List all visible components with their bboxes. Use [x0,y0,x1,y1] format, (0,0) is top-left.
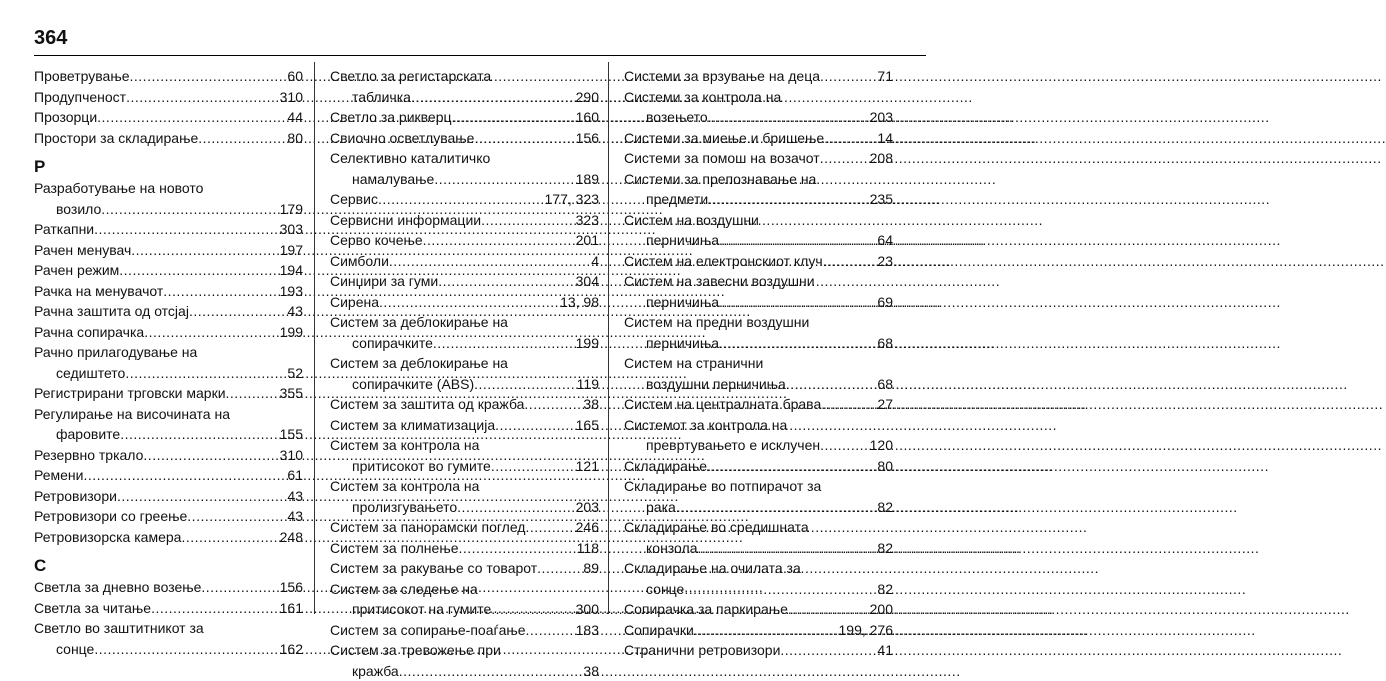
index-entry [330,189,599,210]
index-entry-pages: 201 [575,230,599,251]
index-entry-title: Складирање во средишната [624,517,893,538]
index-entry-title: Системот за контрола на [624,415,893,436]
index-entry-label: Сервис [330,189,378,210]
index-entry-label: Систем за ракување со товарот [330,558,537,579]
index-entry [34,465,303,486]
index-entry [34,486,303,507]
leader-dots [495,415,575,436]
leader-dots [474,374,576,395]
index-entry-title: Системи за контрола на [624,87,893,108]
index-entry-label: Системи за помош на возачот [624,148,820,169]
index-entry-label: Систем на електронскиот клуч [624,251,823,272]
index-entry-label: кражба [352,661,399,681]
index-entry-pages: 52 [286,363,303,384]
index-entry-title: Светло во заштитникот за [34,618,303,639]
leader-dots [786,374,877,395]
index-entry-title: Регулирање на височината на [34,404,303,425]
leader-dots [187,506,286,527]
index-entry-pages: 179 [279,199,303,220]
index-entry [34,639,303,660]
index-entry-title: Систем на предни воздушни [624,312,893,333]
index-entry-label: Систем за панорамски поглед [330,517,525,538]
index-entry [34,577,303,598]
index-entry [330,661,599,681]
index-entry-title: Складирање на очилата за [624,558,893,579]
index-entry-label: фаровите [56,424,120,445]
leader-dots [189,301,286,322]
leader-dots [719,333,876,354]
index-entry-label: Раткапни [34,219,94,240]
index-entry [330,497,599,518]
index-entry-pages: 156 [279,577,303,598]
index-entry-pages: 160 [575,107,599,128]
index-entry [34,219,303,240]
index-entry-label: Сервисни информации [330,210,481,231]
index-entry [34,128,303,149]
index-entry-pages: 14 [876,128,893,149]
leader-dots [120,424,278,445]
leader-dots [101,199,278,220]
leader-dots [119,260,278,281]
index-entry [330,128,599,149]
index-entry-label: Странични ретровизори [624,640,780,661]
index-entry [330,107,599,128]
index-entry-label: Светло за рикверц [330,107,452,128]
index-entry [624,599,893,620]
leader-dots [459,538,576,559]
leader-dots [433,333,575,354]
leader-dots [181,527,278,548]
index-entry [624,333,893,354]
index-entry-pages: 121 [575,456,599,477]
leader-dots [399,661,583,681]
leader-dots [491,456,575,477]
index-entry-label: Сирена [330,292,379,313]
index-entry-label: сонце [56,639,94,660]
index-entry [624,189,893,210]
index-entry-pages: 4 [590,251,599,272]
index-entry-pages: 203 [869,107,893,128]
index-entry-label: Ретровизори со греење [34,506,187,527]
index-entry-label: Рачен менувач [34,240,131,261]
leader-dots [708,189,868,210]
index-entry [624,148,893,169]
index-entry [330,333,599,354]
leader-dots [719,230,876,251]
index-entry-pages: 27 [876,394,893,415]
index-entry-label: Системи за врзување на деца [624,66,820,87]
index-entry-pages: 64 [876,230,893,251]
index-entry [624,66,893,87]
index-entry-label: Систем за климатизација [330,415,495,436]
leader-dots [144,322,278,343]
index-entry-pages: 43 [286,506,303,527]
index-entry-pages: 177, 323 [544,189,600,210]
index-entry-label: Складирање [624,456,707,477]
leader-dots [780,640,876,661]
leader-dots [411,87,575,108]
index-entry-pages: 43 [286,301,303,322]
index-entry [34,87,303,108]
index-entry [34,322,303,343]
index-entry-label: сопирачките (ABS) [352,374,474,395]
index-entry-pages: 89 [582,558,599,579]
index-entry-pages: 208 [869,148,893,169]
index-entry-label: Сопирачки [624,620,694,641]
leader-dots [524,394,582,415]
leader-dots [198,128,286,149]
index-entry-pages: 82 [876,497,893,518]
index-entry-pages: 38 [582,394,599,415]
index-entry [624,251,893,272]
leader-dots [125,363,286,384]
index-entry-label: намалување [352,169,434,190]
leader-dots [474,128,574,149]
index-entry [330,210,599,231]
index-entry-title: Систем за следење на [330,579,599,600]
leader-dots [130,66,287,87]
index-entry [34,527,303,548]
index-entry [34,240,303,261]
index-entry [34,107,303,128]
index-entry [624,456,893,477]
section-letter: С [34,555,303,577]
index-entry-label: Проветрување [34,66,130,87]
index-entry-pages: 235 [869,189,893,210]
index-entry-label: седиштето [56,363,125,384]
index-entry-pages: 120 [869,435,893,456]
index-entry-pages: 161 [279,598,303,619]
leader-dots [526,620,575,641]
index-entry-label: Систем за полнење [330,538,459,559]
index-entry-label: Прозорци [34,107,97,128]
index-entry-title: Систем на странични [624,353,893,374]
index-entry [330,620,599,641]
index-entry-pages: 300 [575,599,599,620]
index-entry-label: Рачна заштита од отсјај [34,301,189,322]
index-entry-title: Систем за деблокирање на [330,353,599,374]
index-entry [330,415,599,436]
index-entry-pages: 80 [876,456,893,477]
index-entry [624,579,893,600]
index-entry-label: перничиња [646,292,719,313]
index-entry-pages: 193 [279,281,303,302]
column-divider [608,62,609,614]
index-entry [330,517,599,538]
leader-dots [143,445,278,466]
section-letter: Р [34,156,303,178]
index-entry-label: Систем за сопирање-поаѓање [330,620,526,641]
leader-dots [707,456,876,477]
index-entry-pages: 248 [279,527,303,548]
index-entry-label: перничиња [646,333,719,354]
index-entry [34,301,303,322]
index-entry-pages: 199 [575,333,599,354]
index-entry-title: Систем за контрола на [330,476,599,497]
leader-dots [423,230,575,251]
index-entry-pages: 323 [575,210,599,231]
index-entry-pages: 199, 276 [838,620,894,641]
index-entry-label: Симболи [330,251,389,272]
leader-dots [97,107,286,128]
index-entry [330,394,599,415]
index-entry-pages: 303 [279,219,303,240]
index-entry-pages: 68 [876,333,893,354]
index-entry [624,640,893,661]
index-entry-pages: 118 [576,538,599,559]
index-entry [34,199,303,220]
index-entry [330,271,599,292]
index-entry-label: притисокот на гумите [352,599,491,620]
index-entry-label: Регистрирани трговски марки [34,383,226,404]
index-entry-pages: 156 [575,128,599,149]
index-entry [624,497,893,518]
index-entry [330,87,599,108]
leader-dots [94,639,278,660]
leader-dots [820,66,876,87]
index-entry-label: Систем на централната брава [624,394,821,415]
index-entry-label: Простори за складирање [34,128,198,149]
leader-dots [676,497,877,518]
index-entry-pages: 310 [279,445,303,466]
index-entry-pages: 23 [876,251,893,272]
leader-dots [824,128,876,149]
index-entry-label: притисокот во гумите [352,456,491,477]
index-entry-pages: 290 [575,87,599,108]
index-entry [34,598,303,619]
index-entry-label: Системи за миење и бришење [624,128,824,149]
index-entry-title: Систем за тревожење при [330,640,599,661]
leader-dots [226,383,279,404]
index-entry [624,394,893,415]
leader-dots [481,210,575,231]
index-entry [34,260,303,281]
index-entry-pages: 13, 98 [559,292,599,313]
leader-dots [820,148,869,169]
leader-dots [694,620,838,641]
index-entry-label: конзола [646,538,698,559]
leader-dots [438,271,574,292]
leader-dots [126,87,279,108]
index-entry-label: перничиња [646,230,719,251]
index-entry-label: Рачен режим [34,260,119,281]
index-entry-pages: 246 [575,517,599,538]
index-entry-title: Селективно каталитичко [330,148,599,169]
index-entry-title: Рачно прилагодување на [34,342,303,363]
leader-dots [201,577,278,598]
index-entry-pages: 199 [279,322,303,343]
index-entry-pages: 183 [575,620,599,641]
index-entry-label: воздушни перничиња [646,374,786,395]
index-entry-pages: 194 [279,260,303,281]
index-entry-pages: 38 [582,661,599,681]
index-entry-label: Систем за заштита од кражба [330,394,524,415]
index-entry-pages: 119 [576,374,599,395]
index-entry [624,128,893,149]
index-entry-pages: 60 [286,66,303,87]
leader-dots [684,579,876,600]
index-entry-title: Складирање во потпирачот за [624,476,893,497]
index-entry-pages: 203 [575,497,599,518]
index-entry-pages: 310 [279,87,303,108]
leader-dots [708,107,869,128]
index-entry [34,424,303,445]
header-rule [34,55,926,56]
index-entry [330,456,599,477]
index-entry [330,251,599,272]
index-entry [330,538,599,559]
leader-dots [83,465,286,486]
index-entry [624,435,893,456]
index-entry-label: Ретровизори [34,486,117,507]
leader-dots [525,517,574,538]
index-entry [34,66,303,87]
index-entry-pages: 165 [575,415,599,436]
index-entry [330,230,599,251]
index-entry-label: Рачна сопирачка [34,322,144,343]
index-column-3 [624,66,893,661]
leader-dots [163,281,278,302]
leader-dots [151,598,279,619]
index-entry-label: табличка [352,87,411,108]
index-entry-title: Разработување на новото [34,178,303,199]
index-entry-pages: 155 [279,424,303,445]
leader-dots [389,251,590,272]
index-entry [624,292,893,313]
index-entry-label: сопирачките [352,333,433,354]
leader-dots [821,394,876,415]
leader-dots [698,538,877,559]
index-entry-label: Резервно тркало [34,445,143,466]
index-entry-pages: 44 [286,107,303,128]
index-entry-label: Светла за дневно возење [34,577,201,598]
index-entry-pages: 162 [279,639,303,660]
index-entry-label: Продупченост [34,87,126,108]
index-entry [624,107,893,128]
index-entry-label: Ретровизорска камера [34,527,181,548]
index-entry-pages: 80 [286,128,303,149]
leader-dots [788,599,869,620]
index-entry [34,506,303,527]
leader-dots [378,189,544,210]
leader-dots [434,169,574,190]
index-entry [34,383,303,404]
page-number: 364 [34,27,67,50]
index-entry-label: Сопирачка за паркирање [624,599,788,620]
index-entry-pages: 43 [286,486,303,507]
index-entry-pages: 69 [876,292,893,313]
index-entry-label: возењето [646,107,708,128]
index-entry-pages: 71 [876,66,893,87]
index-entry-pages: 197 [279,240,303,261]
leader-dots [457,497,574,518]
index-entry-label: Рачка на менувачот [34,281,163,302]
index-entry-label: Светла за читање [34,598,151,619]
leader-dots [719,292,876,313]
index-entry-title: Системи за препознавање на [624,169,893,190]
index-entry-pages: 355 [279,383,303,404]
index-entry-label: предмети [646,189,708,210]
index-entry-title: Систем на воздушни [624,210,893,231]
index-entry-label: Ремени [34,465,83,486]
leader-dots [131,240,278,261]
index-entry [34,363,303,384]
index-entry-pages: 41 [876,640,893,661]
index-entry-pages: 200 [869,599,893,620]
index-entry-pages: 189 [575,169,599,190]
leader-dots [537,558,582,579]
index-entry-label: сонце [646,579,684,600]
index-entry [330,292,599,313]
index-entry-title: Систем за контрола на [330,435,599,456]
leader-dots [452,107,575,128]
index-entry-label: возило [56,199,101,220]
index-entry-label: Свиочно осветлување [330,128,474,149]
index-entry [34,281,303,302]
leader-dots [491,599,574,620]
index-entry-pages: 304 [575,271,599,292]
index-entry-pages: 68 [876,374,893,395]
leader-dots [117,486,286,507]
index-entry-pages: 61 [286,465,303,486]
leader-dots [820,435,869,456]
index-column-1 [34,66,303,659]
index-entry-title: Светло за регистарската [330,66,599,87]
index-entry-label: Синџири за гуми [330,271,438,292]
column-divider [314,62,315,614]
index-entry-label: Серво кочење [330,230,423,251]
index-entry [330,374,599,395]
index-entry-label: превртувањето е исклучен [646,435,820,456]
index-entry-title: Систем за деблокирање на [330,312,599,333]
index-entry [624,230,893,251]
index-entry-pages: 82 [876,579,893,600]
index-entry-label: пролизгувањето [352,497,457,518]
index-column-2 [330,66,599,681]
index-entry [330,599,599,620]
index-entry [34,445,303,466]
index-entry [624,374,893,395]
index-entry [330,558,599,579]
index-entry [330,169,599,190]
leader-dots [823,251,877,272]
index-entry [624,538,893,559]
index-entry-pages: 82 [876,538,893,559]
index-entry-label: рака [646,497,676,518]
leader-dots [94,219,279,240]
leader-dots [379,292,559,313]
index-entry-title: Систем на завесни воздушни [624,271,893,292]
index-entry [624,620,893,641]
